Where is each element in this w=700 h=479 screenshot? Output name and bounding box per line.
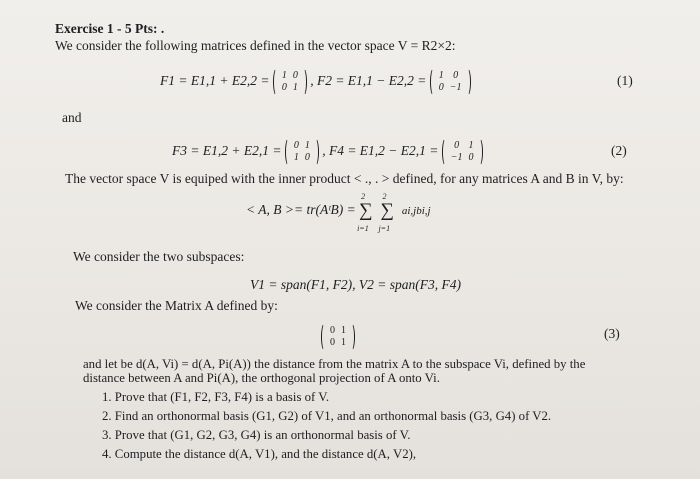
matrix-cell: 0: [330, 325, 335, 336]
matrix-cell: 0: [330, 337, 335, 348]
formula-lhs: < A, B >= tr(AᵗB) =: [246, 202, 360, 217]
question-2: 2. Find an orthonormal basis (G1, G2) of V1, and an orthonormal basis (G3, G4) of V2.: [102, 409, 552, 423]
matrix-cell: 1: [341, 337, 346, 348]
matrix-cell: 0: [304, 152, 310, 163]
f3-matrix: [285, 140, 319, 164]
f4-definition: , F4 = E1,2 − E2,1 =: [322, 143, 439, 159]
a-matrix: [321, 325, 355, 349]
matrix-cell: 0: [293, 140, 299, 151]
matrix-cell: −1: [449, 82, 462, 93]
equation-2-number: (2): [611, 143, 627, 158]
matrix-cell: 0: [292, 70, 298, 81]
distance-definition-line2: distance between A and Pi(A), the orthogonal projection of A onto Vi.: [83, 371, 440, 385]
equation-2: [172, 140, 483, 164]
matrix-a: [321, 325, 355, 349]
matrix-cell: 1: [292, 82, 298, 93]
sum-term: ai,jbi,j: [401, 205, 431, 217]
exercise-title: Exercise 1 - 5 Pts: .: [55, 21, 165, 36]
inner-product-description: The vector space V is equiped with the inner product < ., . > defined, for any matrices A and B in V, by:: [65, 171, 624, 186]
matrix-cell: −1: [450, 152, 463, 163]
matrix-cell: 0: [453, 70, 459, 81]
sum-i-lower: i=1: [357, 224, 369, 233]
sum-j-upper: 2: [382, 192, 387, 201]
question-1: 1. Prove that (F1, F2, F3, F4) is a basis of V.: [102, 390, 330, 404]
sum-i-upper: 2: [361, 192, 366, 201]
subspaces-intro: We consider the two subspaces:: [73, 249, 245, 264]
sum-j-lower: j=1: [378, 224, 391, 233]
matrix-a-intro: We consider the Matrix A defined by:: [75, 298, 278, 313]
matrix-cell: 1: [468, 140, 474, 151]
equation-1: [160, 70, 471, 94]
f1-matrix: [273, 70, 307, 94]
and-connector: and: [62, 110, 82, 125]
f2-matrix: [430, 70, 471, 94]
intro-text: We consider the following matrices defined in the vector space V = R2×2:: [55, 38, 456, 53]
matrix-cell: 0: [438, 82, 444, 93]
f2-definition: , F2 = E1,1 − E2,2 =: [310, 73, 427, 89]
matrix-cell: 0: [468, 152, 474, 163]
matrix-cell: 0: [454, 140, 460, 151]
matrix-cell: 1: [341, 325, 346, 336]
distance-definition-line1: and let be d(A, Vi) = d(A, Pi(A)) the distance from the matrix A to the subspace Vi, defined by the: [83, 357, 586, 371]
subspaces-definition: V1 = span(F1, F2), V2 = span(F3, F4): [250, 277, 461, 292]
inner-product-formula: [246, 192, 431, 233]
matrix-cell: 1: [293, 152, 299, 163]
f3-definition: F3 = E1,2 + E2,1 =: [172, 143, 282, 159]
sum-i-symbol: 2 ∑ i=1: [359, 201, 377, 218]
f1-definition: F1 = E1,1 + E2,2 =: [160, 73, 270, 89]
equation-3-number: (3): [604, 326, 620, 341]
equation-1-number: (1): [617, 73, 633, 88]
matrix-cell: 1: [438, 70, 444, 81]
sum-j-symbol: 2 ∑ j=1: [380, 201, 398, 218]
matrix-cell: 1: [304, 140, 310, 151]
matrix-cell: 1: [281, 70, 287, 81]
question-4: 4. Compute the distance d(A, V1), and the distance d(A, V2),: [102, 447, 417, 461]
f4-matrix: [442, 140, 483, 164]
question-3: 3. Prove that (G1, G2, G3, G4) is an orthonormal basis of V.: [102, 428, 411, 442]
matrix-cell: 0: [281, 82, 287, 93]
